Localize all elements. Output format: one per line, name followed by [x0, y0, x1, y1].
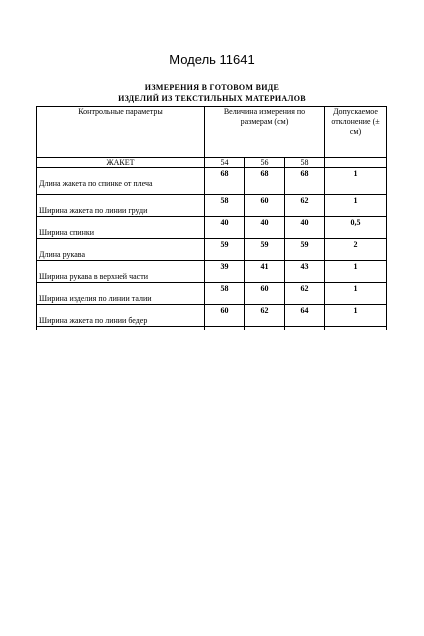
- row-value: 40: [285, 217, 325, 239]
- row-value: 40: [205, 217, 245, 239]
- header-tolerance: Допускаемое отклонение (± см): [325, 107, 387, 158]
- table-row: [37, 217, 387, 239]
- row-tolerance: 2: [325, 239, 387, 261]
- row-value: 62: [285, 195, 325, 217]
- row-value: 60: [245, 195, 285, 217]
- row-value: 62: [285, 283, 325, 305]
- row-value: 58: [205, 195, 245, 217]
- header-size-values: Величина измерения по размерам (см): [205, 107, 325, 158]
- row-value: 58: [205, 283, 245, 305]
- row-value: 64: [285, 305, 325, 327]
- row-value: 60: [245, 283, 285, 305]
- row-value: 59: [205, 239, 245, 261]
- row-param-label: Длина жакета по спинке от плеча: [37, 168, 205, 195]
- table-row: [37, 195, 387, 217]
- header-control-params: Контрольные параметры: [37, 107, 205, 158]
- row-value: 68: [205, 168, 245, 195]
- size-column-56: 56: [245, 158, 285, 168]
- row-value: 40: [245, 217, 285, 239]
- row-param-label: Ширина жакета по линии груди: [37, 195, 205, 217]
- stub-cell: [205, 327, 245, 331]
- table-row: [37, 283, 387, 305]
- table-continuation-stub: [37, 327, 387, 331]
- row-param-label: Ширина жакета по линии бедер: [37, 305, 205, 327]
- row-value: 59: [245, 239, 285, 261]
- row-value: 62: [245, 305, 285, 327]
- row-tolerance: 1: [325, 261, 387, 283]
- table-header-row: [37, 107, 387, 158]
- table-row: [37, 261, 387, 283]
- measurements-table: [36, 106, 387, 330]
- size-column-58: 58: [285, 158, 325, 168]
- table-row: [37, 239, 387, 261]
- size-column-54: 54: [205, 158, 245, 168]
- stub-cell: [285, 327, 325, 331]
- document-heading-line-2: ИЗДЕЛИЙ ИЗ ТЕКСТИЛЬНЫХ МАТЕРИАЛОВ: [118, 94, 306, 103]
- row-tolerance: 1: [325, 168, 387, 195]
- row-tolerance: 1: [325, 305, 387, 327]
- row-param-label: Длина рукава: [37, 239, 205, 261]
- row-tolerance: 1: [325, 283, 387, 305]
- row-value: 39: [205, 261, 245, 283]
- stub-cell: [325, 327, 387, 331]
- row-tolerance: 0,5: [325, 217, 387, 239]
- tolerance-blank-cell: [325, 158, 387, 168]
- model-title: Модель 11641: [169, 52, 255, 67]
- stub-cell: [245, 327, 285, 331]
- row-tolerance: 1: [325, 195, 387, 217]
- row-value: 41: [245, 261, 285, 283]
- table-row: [37, 305, 387, 327]
- stub-cell: [37, 327, 205, 331]
- row-value: 60: [205, 305, 245, 327]
- document-heading-line-1: ИЗМЕРЕНИЯ В ГОТОВОМ ВИДЕ: [144, 83, 280, 92]
- garment-label: ЖАКЕТ: [37, 158, 205, 168]
- size-label-row: [37, 158, 387, 168]
- row-param-label: Ширина спинки: [37, 217, 205, 239]
- table-row: [37, 168, 387, 195]
- row-param-label: Ширина рукава в верхней части: [37, 261, 205, 283]
- row-param-label: Ширина изделия по линии талии: [37, 283, 205, 305]
- row-value: 43: [285, 261, 325, 283]
- row-value: 68: [245, 168, 285, 195]
- row-value: 59: [285, 239, 325, 261]
- row-value: 68: [285, 168, 325, 195]
